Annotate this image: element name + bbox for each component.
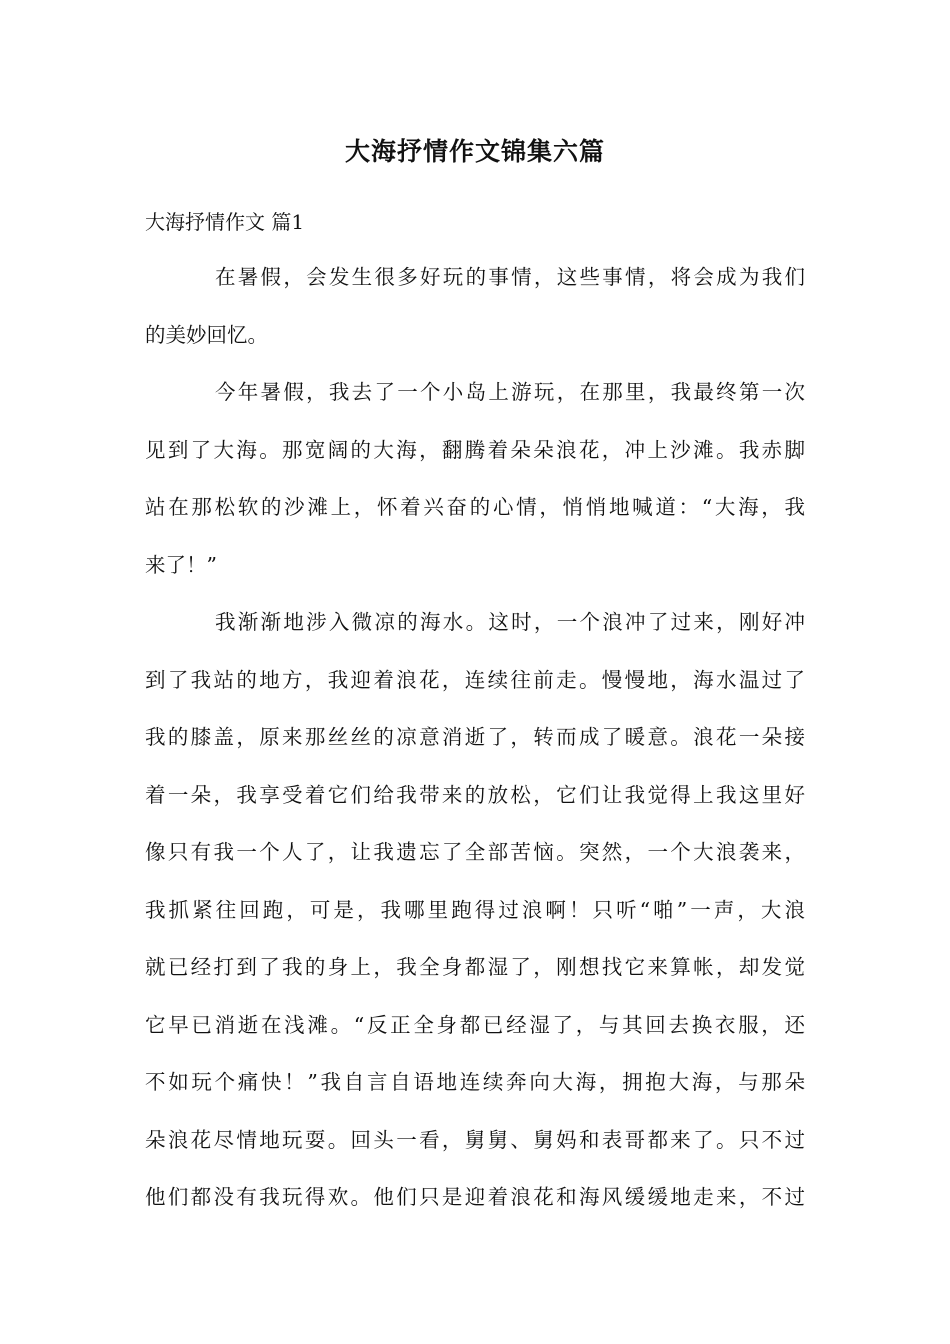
text-line: 我抓紧往回跑，可是，我哪里跑得过浪啊！只听“啪”一声，大浪 <box>145 897 805 922</box>
text-line: 不如玩个痛快！”我自言自语地连续奔向大海，拥抱大海，与那朵 <box>145 1070 805 1094</box>
text-line: 它早已消逝在浅滩。“反正全身都已经湿了，与其回去换衣服，还 <box>145 1012 805 1037</box>
text-line: 来了！” <box>145 552 217 577</box>
text-line: 朵浪花尽情地玩耍。回头一看，舅舅、舅妈和表哥都来了。只不过 <box>145 1127 805 1152</box>
body-text <box>145 260 805 1238</box>
text-line: 他们都没有我玩得欢。他们只是迎着浪花和海风缓缓地走来，不过 <box>145 1185 805 1209</box>
text-line: 着一朵，我享受着它们给我带来的放松，它们让我觉得上我这里好 <box>145 782 805 807</box>
text-line: 我渐渐地涉入微凉的海水。这时，一个浪冲了过来，刚好冲 <box>215 610 805 634</box>
text-line: 到了我站的地方，我迎着浪花，连续往前走。慢慢地，海水温过了 <box>145 667 805 692</box>
section-heading: 大海抒情作文 篇1 <box>145 210 305 234</box>
text-line: 我的膝盖，原来那丝丝的凉意消逝了，转而成了暖意。浪花一朵接 <box>145 725 805 749</box>
text-line: 见到了大海。那宽阔的大海，翻腾着朵朵浪花，冲上沙滩。我赤脚 <box>145 437 805 462</box>
text-line: 的美妙回忆。 <box>145 322 268 347</box>
text-line: 在暑假，会发生很多好玩的事情，这些事情，将会成为我们 <box>215 265 805 289</box>
text-line: 今年暑假，我去了一个小岛上游玩，在那里，我最终第一次 <box>215 380 805 404</box>
text-line: 就已经打到了我的身上，我全身都湿了，刚想找它来算帐，却发觉 <box>145 955 805 979</box>
document-title: 大海抒情作文锦集六篇 <box>344 137 605 166</box>
text-line: 像只有我一个人了，让我遗忘了全部苦恼。突然，一个大浪袭来， <box>145 840 805 864</box>
text-line: 站在那松软的沙滩上，怀着兴奋的心情，悄悄地喊道：“大海，我 <box>145 495 805 519</box>
